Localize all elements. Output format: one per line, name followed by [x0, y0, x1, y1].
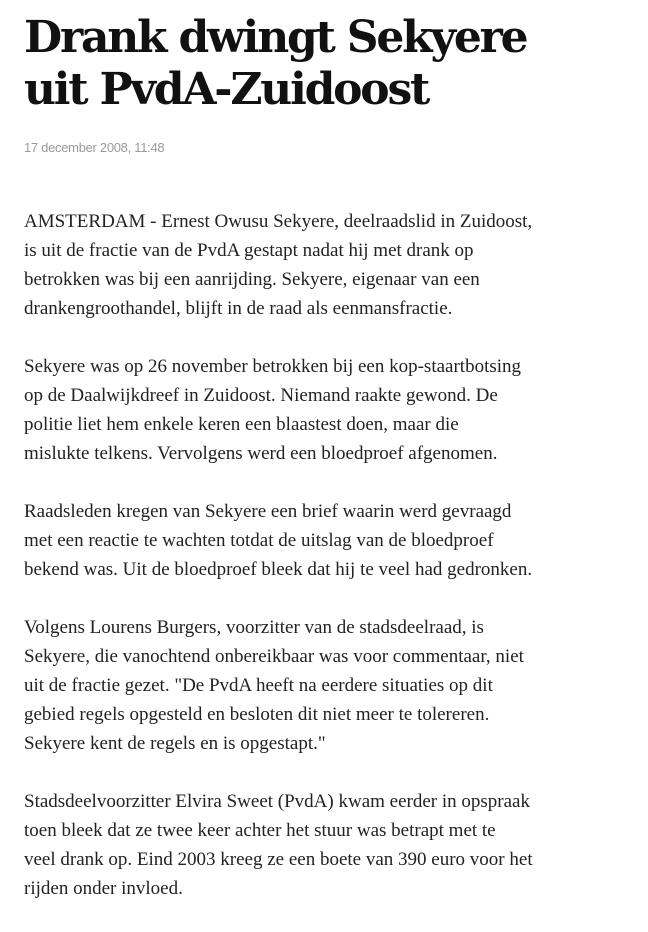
- publish-timestamp: 17 december 2008, 11:48: [24, 140, 165, 155]
- text-line: Raadsleden kregen van Sekyere een brief waarin werd gevraagd: [24, 501, 512, 522]
- headline: [24, 12, 636, 116]
- text-line: drankengroothandel, blijft in de raad als eenmansfractie.: [24, 298, 453, 319]
- paragraph-5: [24, 787, 636, 903]
- text-line: is uit de fractie van de PvdA gestapt nadat hij met drank op: [24, 240, 474, 261]
- text-line: met een reactie te wachten totdat de uitslag van de bloedproef: [24, 530, 494, 551]
- text-line: Volgens Lourens Burgers, voorzitter van de stadsdeelraad, is: [24, 617, 484, 638]
- text-line: toen bleek dat ze twee keer achter het stuur was betrapt met te: [24, 820, 496, 841]
- text-line: Stadsdeelvoorzitter Elvira Sweet (PvdA) kwam eerder in opspraak: [24, 791, 530, 812]
- headline-line: uit PvdA-Zuidoost: [24, 64, 429, 115]
- text-line: Sekyere kent de regels en is opgestapt.": [24, 733, 326, 754]
- text-line: rijden onder invloed.: [24, 878, 183, 899]
- text-line: mislukte telkens. Vervolgens werd een bloedproef afgenomen.: [24, 443, 498, 464]
- paragraph-4: [24, 613, 636, 758]
- text-line: politie liet hem enkele keren een blaastest doen, maar die: [24, 414, 459, 435]
- article-body: [24, 207, 636, 903]
- text-line: AMSTERDAM - Ernest Owusu Sekyere, deelraadslid in Zuidoost,: [24, 211, 533, 232]
- text-line: op de Daalwijkdreef in Zuidoost. Niemand raakte gewond. De: [24, 385, 498, 406]
- headline-line: Drank dwingt Sekyere: [24, 12, 527, 63]
- paragraph-1: [24, 207, 636, 323]
- text-line: veel drank op. Eind 2003 kreeg ze een boete van 390 euro voor het: [24, 849, 533, 870]
- text-line: uit de fractie gezet. "De PvdA heeft na eerdere situaties op dit: [24, 675, 493, 696]
- text-line: bekend was. Uit de bloedproef bleek dat hij te veel had gedronken.: [24, 559, 533, 580]
- text-line: betrokken was bij een aanrijding. Sekyere, eigenaar van een: [24, 269, 480, 290]
- text-line: gebied regels opgesteld en besloten dit niet meer te tolereren.: [24, 704, 490, 725]
- article: [24, 12, 636, 932]
- text-line: Sekyere was op 26 november betrokken bij een kop-staartbotsing: [24, 356, 522, 377]
- paragraph-3: [24, 497, 636, 584]
- paragraph-2: [24, 352, 636, 468]
- text-line: Sekyere, die vanochtend onbereikbaar was voor commentaar, niet: [24, 646, 524, 667]
